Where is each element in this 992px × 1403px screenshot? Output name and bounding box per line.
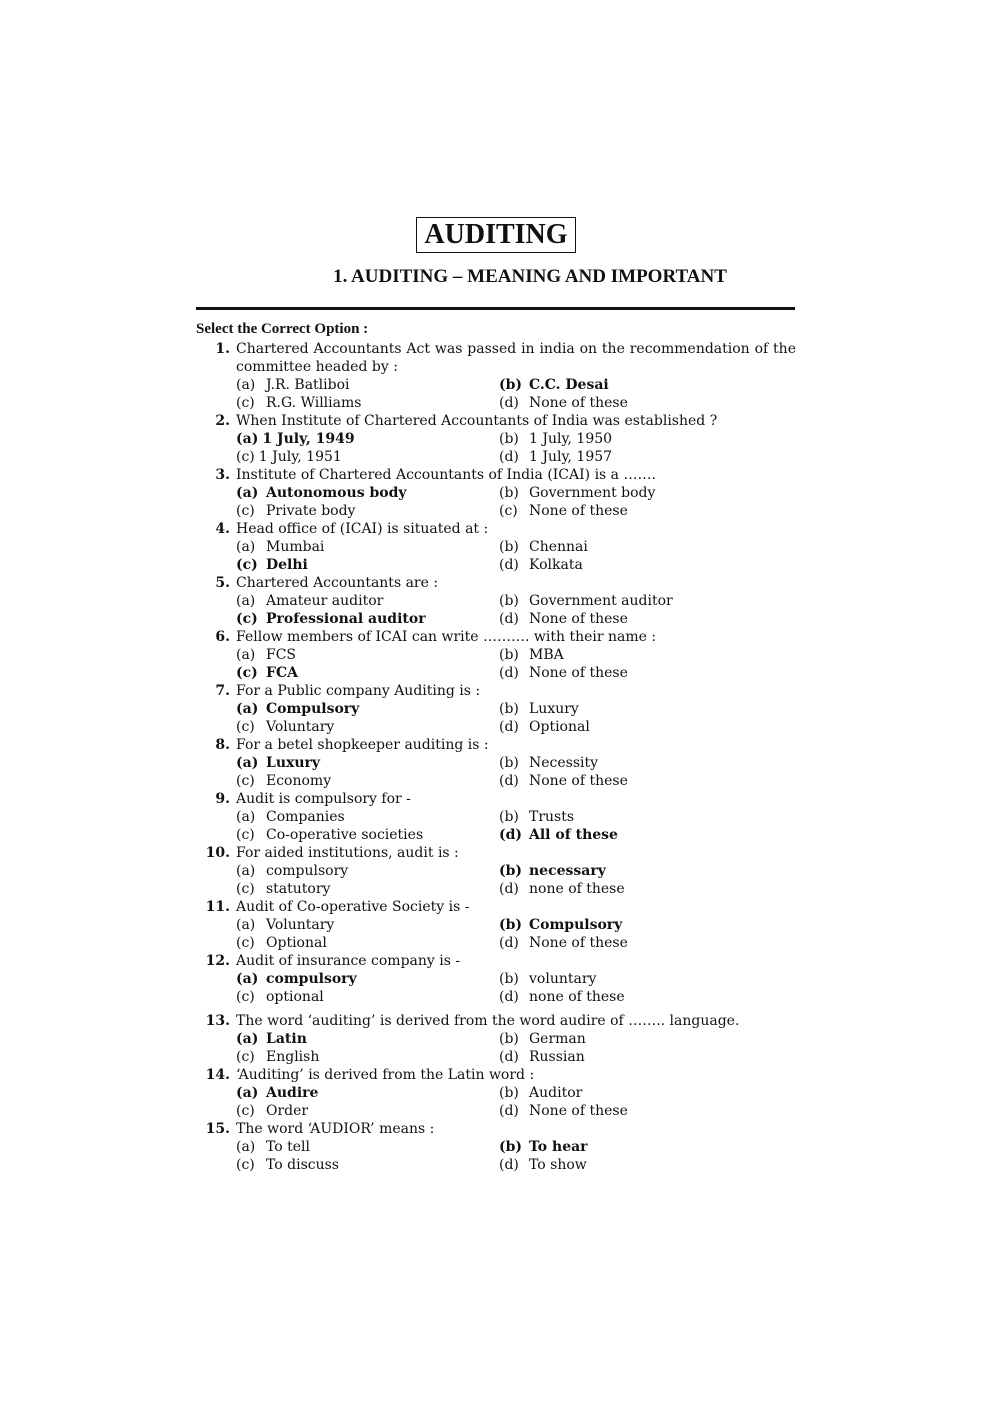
option-item bbox=[236, 808, 499, 826]
correct-option bbox=[236, 754, 499, 772]
question-number: 15. bbox=[205, 1121, 230, 1137]
option-text: German bbox=[529, 1031, 586, 1047]
option-label: (d) bbox=[499, 827, 523, 843]
option-label: (a) bbox=[236, 539, 256, 555]
option-text: necessary bbox=[529, 863, 606, 879]
option-text: Delhi bbox=[266, 557, 308, 573]
option-text: Luxury bbox=[529, 701, 579, 717]
question-item bbox=[196, 898, 796, 952]
option-item bbox=[236, 538, 499, 556]
option-item bbox=[499, 1030, 799, 1048]
option-item bbox=[499, 664, 799, 682]
option-item bbox=[236, 718, 499, 736]
option-text: None of these bbox=[529, 665, 628, 681]
option-label: (a) bbox=[236, 485, 259, 501]
question-list bbox=[196, 340, 796, 1174]
option-label: (b) bbox=[499, 1031, 519, 1047]
question-number: 9. bbox=[215, 791, 230, 807]
question-text: Chartered Accountants Act was passed in india on the recommendation of the committee headed by : bbox=[236, 341, 796, 375]
option-item bbox=[499, 700, 799, 718]
option-label: (c) bbox=[236, 665, 258, 681]
option-text: None of these bbox=[529, 935, 628, 951]
question-item bbox=[196, 790, 796, 844]
correct-option bbox=[236, 484, 499, 502]
option-text: Economy bbox=[266, 773, 332, 789]
correct-option bbox=[499, 862, 799, 880]
question-number: 12. bbox=[205, 953, 230, 969]
option-label: (c) bbox=[236, 449, 255, 465]
question-item bbox=[196, 1066, 796, 1120]
question-line bbox=[196, 952, 796, 970]
question-text: When Institute of Chartered Accountants of India was established ? bbox=[236, 413, 718, 429]
option-text: R.G. Williams bbox=[266, 395, 362, 411]
question-number: 8. bbox=[215, 737, 230, 753]
question-text: Audit is compulsory for - bbox=[236, 791, 411, 807]
option-item bbox=[499, 430, 799, 448]
option-item bbox=[499, 808, 799, 826]
option-item bbox=[236, 646, 499, 664]
option-label: (d) bbox=[499, 1103, 519, 1119]
section-divider bbox=[196, 307, 795, 310]
correct-option bbox=[499, 1138, 799, 1156]
option-text: Chennai bbox=[529, 539, 588, 555]
option-grid bbox=[196, 754, 796, 790]
question-line bbox=[196, 1120, 796, 1138]
option-item bbox=[236, 1138, 499, 1156]
option-item bbox=[236, 826, 499, 844]
option-item bbox=[499, 718, 799, 736]
question-text: ‘Auditing’ is derived from the Latin word : bbox=[236, 1067, 535, 1083]
question-item bbox=[196, 628, 796, 682]
question-item bbox=[196, 682, 796, 736]
option-text: compulsory bbox=[266, 971, 357, 987]
option-label: (a) bbox=[236, 863, 256, 879]
option-label: (a) bbox=[236, 377, 256, 393]
option-label: (d) bbox=[499, 665, 519, 681]
question-text: Audit of Co-operative Society is - bbox=[236, 899, 470, 915]
option-label: (d) bbox=[499, 935, 519, 951]
question-text: Institute of Chartered Accountants of India (ICAI) is a ……. bbox=[236, 467, 656, 483]
option-grid bbox=[196, 970, 796, 1006]
option-text: To tell bbox=[266, 1139, 310, 1155]
option-label: (c) bbox=[236, 881, 255, 897]
option-label: (b) bbox=[499, 809, 519, 825]
option-text: None of these bbox=[529, 611, 628, 627]
option-text: Government body bbox=[529, 485, 656, 501]
option-label: (d) bbox=[499, 395, 519, 411]
option-label: (d) bbox=[499, 773, 519, 789]
option-text: compulsory bbox=[266, 863, 349, 879]
correct-option bbox=[236, 970, 499, 988]
option-item bbox=[499, 394, 799, 412]
option-text: Mumbai bbox=[266, 539, 325, 555]
option-label: (c) bbox=[236, 989, 255, 1005]
option-label: (a) bbox=[236, 1085, 259, 1101]
question-item bbox=[196, 1120, 796, 1174]
option-label: (d) bbox=[499, 1157, 519, 1173]
option-label: (d) bbox=[499, 611, 519, 627]
option-text: FCA bbox=[266, 665, 298, 681]
option-label: (d) bbox=[499, 557, 519, 573]
option-item bbox=[236, 592, 499, 610]
option-item bbox=[499, 556, 799, 574]
option-text: Companies bbox=[266, 809, 345, 825]
option-item bbox=[236, 772, 499, 790]
question-number: 7. bbox=[215, 683, 230, 699]
question-text: Fellow members of ICAI can write ………. with their name : bbox=[236, 629, 657, 645]
option-text: Professional auditor bbox=[266, 611, 426, 627]
question-item bbox=[196, 1012, 796, 1066]
option-item bbox=[499, 970, 799, 988]
question-number: 5. bbox=[215, 575, 230, 591]
question-line bbox=[196, 340, 796, 376]
option-text: none of these bbox=[529, 989, 625, 1005]
question-item bbox=[196, 466, 796, 520]
instruction-heading: Select the Correct Option : bbox=[196, 321, 369, 337]
question-line bbox=[196, 898, 796, 916]
option-item bbox=[236, 502, 499, 520]
option-text: voluntary bbox=[529, 971, 597, 987]
question-number: 2. bbox=[215, 413, 230, 429]
option-grid bbox=[196, 862, 796, 898]
option-text: Voluntary bbox=[266, 917, 335, 933]
option-item bbox=[236, 988, 499, 1006]
option-label: (d) bbox=[499, 719, 519, 735]
correct-option bbox=[499, 376, 799, 394]
option-item bbox=[236, 1156, 499, 1174]
option-item bbox=[499, 934, 799, 952]
option-item bbox=[236, 880, 499, 898]
option-text: Trusts bbox=[529, 809, 575, 825]
question-number: 11. bbox=[205, 899, 230, 915]
correct-option bbox=[236, 610, 499, 628]
option-grid bbox=[196, 700, 796, 736]
option-text: To show bbox=[529, 1157, 587, 1173]
option-text: Government auditor bbox=[529, 593, 673, 609]
option-text: Compulsory bbox=[529, 917, 623, 933]
option-text: Necessity bbox=[529, 755, 599, 771]
option-label: (c) bbox=[236, 503, 255, 519]
question-line bbox=[196, 736, 796, 754]
question-number: 4. bbox=[215, 521, 230, 537]
option-item bbox=[236, 1048, 499, 1066]
option-text: Latin bbox=[266, 1031, 307, 1047]
option-label: (c) bbox=[236, 935, 255, 951]
option-item bbox=[236, 1102, 499, 1120]
option-item bbox=[236, 916, 499, 934]
question-item bbox=[196, 736, 796, 790]
option-label: (d) bbox=[499, 1049, 519, 1065]
option-label: (b) bbox=[499, 1139, 523, 1155]
question-text: The word ‘auditing’ is derived from the word audire of …….. language. bbox=[236, 1013, 740, 1029]
option-text: Optional bbox=[266, 935, 327, 951]
option-grid bbox=[196, 484, 796, 520]
correct-option bbox=[236, 430, 499, 448]
option-text: none of these bbox=[529, 881, 625, 897]
option-grid bbox=[196, 1084, 796, 1120]
option-item bbox=[499, 1084, 799, 1102]
question-item bbox=[196, 844, 796, 898]
option-label: (a) bbox=[236, 593, 256, 609]
option-item bbox=[499, 1102, 799, 1120]
question-line bbox=[196, 466, 796, 484]
question-item bbox=[196, 952, 796, 1006]
option-item bbox=[236, 376, 499, 394]
option-label: (c) bbox=[236, 1103, 255, 1119]
option-text: To hear bbox=[529, 1139, 588, 1155]
option-item bbox=[499, 610, 799, 628]
question-text: For a betel shopkeeper auditing is : bbox=[236, 737, 489, 753]
option-text: None of these bbox=[529, 773, 628, 789]
option-item bbox=[499, 754, 799, 772]
question-line bbox=[196, 628, 796, 646]
option-label: (a) bbox=[236, 431, 259, 447]
question-text: The word ‘AUDIOR’ means : bbox=[236, 1121, 435, 1137]
question-line bbox=[196, 790, 796, 808]
option-label: (c) bbox=[236, 557, 258, 573]
question-number: 1. bbox=[215, 341, 230, 357]
option-label: (a) bbox=[236, 809, 256, 825]
question-item bbox=[196, 340, 796, 412]
option-label: (a) bbox=[236, 917, 256, 933]
option-text: J.R. Batliboi bbox=[266, 377, 350, 393]
option-label: (a) bbox=[236, 647, 256, 663]
option-text: All of these bbox=[529, 827, 618, 843]
question-text: For aided institutions, audit is : bbox=[236, 845, 459, 861]
option-label: (a) bbox=[236, 755, 259, 771]
option-item bbox=[499, 988, 799, 1006]
option-text: 1 July, 1951 bbox=[258, 449, 342, 465]
option-grid bbox=[196, 808, 796, 844]
question-text: Head office of (ICAI) is situated at : bbox=[236, 521, 489, 537]
chapter-title: 1. AUDITING – MEANING AND IMPORTANT bbox=[333, 266, 727, 287]
option-label: (c) bbox=[236, 611, 258, 627]
option-item bbox=[499, 592, 799, 610]
option-label: (c) bbox=[236, 773, 255, 789]
option-grid bbox=[196, 916, 796, 952]
option-item bbox=[499, 502, 799, 520]
option-grid bbox=[196, 1030, 796, 1066]
question-text: Chartered Accountants are : bbox=[236, 575, 439, 591]
option-label: (b) bbox=[499, 485, 519, 501]
option-text: Autonomous body bbox=[266, 485, 407, 501]
option-text: FCS bbox=[266, 647, 297, 663]
option-text: Kolkata bbox=[529, 557, 583, 573]
option-text: To discuss bbox=[266, 1157, 339, 1173]
option-item bbox=[499, 538, 799, 556]
option-label: (a) bbox=[236, 971, 259, 987]
option-text: Amateur auditor bbox=[266, 593, 384, 609]
option-text: Voluntary bbox=[266, 719, 335, 735]
question-item bbox=[196, 574, 796, 628]
option-item bbox=[499, 772, 799, 790]
option-item bbox=[236, 862, 499, 880]
correct-option bbox=[236, 1030, 499, 1048]
option-text: None of these bbox=[529, 503, 628, 519]
question-number: 6. bbox=[215, 629, 230, 645]
option-text: C.C. Desai bbox=[529, 377, 609, 393]
question-line bbox=[196, 520, 796, 538]
option-label: (d) bbox=[499, 881, 519, 897]
correct-option bbox=[236, 700, 499, 718]
option-label: (b) bbox=[499, 971, 519, 987]
option-label: (b) bbox=[499, 1085, 519, 1101]
option-text: 1 July, 1950 bbox=[529, 431, 613, 447]
option-text: Audire bbox=[266, 1085, 319, 1101]
option-grid bbox=[196, 592, 796, 628]
question-line bbox=[196, 574, 796, 592]
option-text: 1 July, 1957 bbox=[529, 449, 613, 465]
question-number: 3. bbox=[215, 467, 230, 483]
option-label: (b) bbox=[499, 539, 519, 555]
option-label: (c) bbox=[499, 503, 518, 519]
option-item bbox=[236, 934, 499, 952]
option-text: Compulsory bbox=[266, 701, 360, 717]
question-item bbox=[196, 412, 796, 466]
option-label: (c) bbox=[236, 719, 255, 735]
question-line bbox=[196, 682, 796, 700]
correct-option bbox=[499, 826, 799, 844]
question-line bbox=[196, 412, 796, 430]
option-label: (d) bbox=[499, 989, 519, 1005]
option-text: Private body bbox=[266, 503, 356, 519]
option-label: (b) bbox=[499, 917, 523, 933]
option-item bbox=[499, 448, 799, 466]
question-text: Audit of insurance company is - bbox=[236, 953, 461, 969]
option-label: (c) bbox=[236, 395, 255, 411]
option-text: Order bbox=[266, 1103, 309, 1119]
correct-option bbox=[499, 916, 799, 934]
option-text: MBA bbox=[529, 647, 564, 663]
question-text: For a Public company Auditing is : bbox=[236, 683, 481, 699]
option-item bbox=[499, 1048, 799, 1066]
option-label: (b) bbox=[499, 377, 523, 393]
option-item bbox=[499, 646, 799, 664]
question-number: 10. bbox=[205, 845, 230, 861]
option-label: (b) bbox=[499, 863, 523, 879]
option-label: (d) bbox=[499, 449, 519, 465]
title-block bbox=[0, 217, 992, 253]
option-label: (c) bbox=[236, 1049, 255, 1065]
option-label: (a) bbox=[236, 701, 259, 717]
question-number: 13. bbox=[205, 1013, 230, 1029]
option-label: (b) bbox=[499, 755, 519, 771]
correct-option bbox=[236, 556, 499, 574]
option-label: (b) bbox=[499, 701, 519, 717]
option-text: statutory bbox=[266, 881, 331, 897]
option-label: (c) bbox=[236, 1157, 255, 1173]
option-text: Auditor bbox=[529, 1085, 583, 1101]
option-item bbox=[499, 484, 799, 502]
option-text: Luxury bbox=[266, 755, 321, 771]
option-text: Co-operative societies bbox=[266, 827, 424, 843]
option-text: 1 July, 1949 bbox=[262, 431, 355, 447]
option-label: (b) bbox=[499, 647, 519, 663]
option-text: None of these bbox=[529, 1103, 628, 1119]
option-grid bbox=[196, 646, 796, 682]
option-label: (b) bbox=[499, 431, 519, 447]
question-number: 14. bbox=[205, 1067, 230, 1083]
option-text: English bbox=[266, 1049, 320, 1065]
question-line bbox=[196, 844, 796, 862]
option-grid bbox=[196, 376, 796, 412]
correct-option bbox=[236, 664, 499, 682]
option-item bbox=[499, 880, 799, 898]
option-grid bbox=[196, 1138, 796, 1174]
option-text: optional bbox=[266, 989, 324, 1005]
option-text: Optional bbox=[529, 719, 590, 735]
question-line bbox=[196, 1066, 796, 1084]
option-item bbox=[499, 1156, 799, 1174]
correct-option bbox=[236, 1084, 499, 1102]
option-grid bbox=[196, 430, 796, 466]
question-line bbox=[196, 1012, 796, 1030]
page-title: AUDITING bbox=[416, 217, 575, 253]
question-item bbox=[196, 520, 796, 574]
option-label: (b) bbox=[499, 593, 519, 609]
option-item bbox=[236, 448, 499, 466]
option-label: (a) bbox=[236, 1031, 259, 1047]
option-text: None of these bbox=[529, 395, 628, 411]
option-label: (a) bbox=[236, 1139, 256, 1155]
option-item bbox=[236, 394, 499, 412]
option-label: (c) bbox=[236, 827, 255, 843]
option-grid bbox=[196, 538, 796, 574]
option-text: Russian bbox=[529, 1049, 585, 1065]
